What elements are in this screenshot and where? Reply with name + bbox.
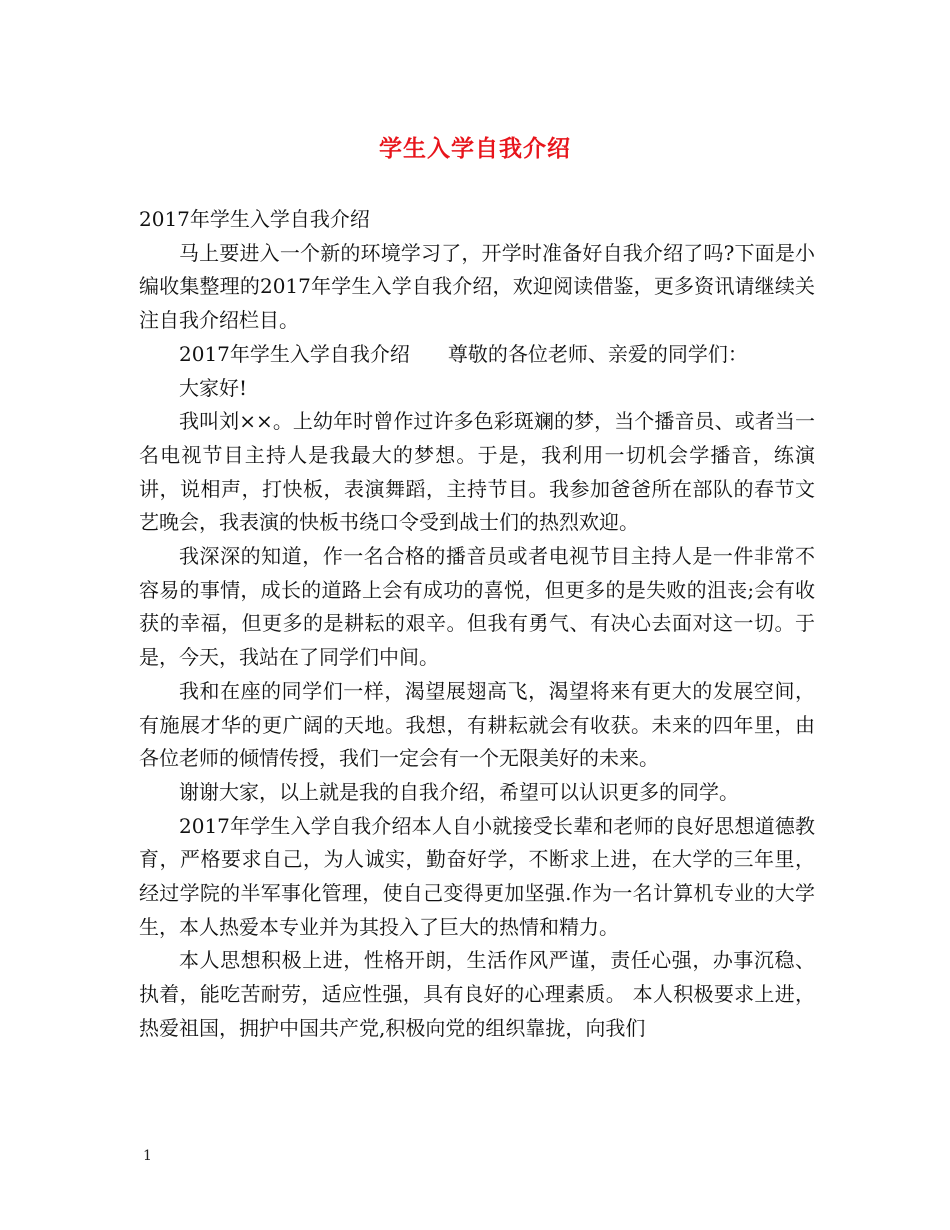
body-paragraph: 我深深的知道，作一名合格的播音员或者电视节目主持人是一件非常不容易的事情，成长的道路上会有成功的喜悦，但更多的是失败的沮丧;会有收获的幸福，但更多的是耕耘的艰辛。但我有勇气、有决心去面对这一切。于是，今天，我站在了同学们中间。 bbox=[139, 544, 815, 670]
hello-line: 大家好! bbox=[179, 375, 248, 400]
body-paragraph: 我叫刘××。上幼年时曾作过许多色彩斑斓的梦，当个播音员、或者当一名电视节目主持人是我最大的梦想。于是，我利用一切机会学播音，练演讲，说相声，打快板，表演舞蹈，主持节目。我参加爸爸所在部队的春节文艺晚会，我表演的快板书绕口令受到战士们的热烈欢迎。 bbox=[139, 409, 815, 535]
body-paragraph: 2017年学生入学自我介绍本人自小就接受长辈和老师的良好思想道德教育，严格要求自己，为人诚实，勤奋好学，不断求上进，在大学的三年里，经过学院的半军事化管理，使自己变得更加坚强.作为一名计算机专业的大学生，本人热爱本专业并为其投入了巨大的热情和精力。 bbox=[139, 813, 815, 939]
speech-heading: 2017年学生入学自我介绍 bbox=[179, 341, 410, 366]
document-title: 学生入学自我介绍 bbox=[379, 135, 571, 162]
body-paragraph: 本人思想积极上进，性格开朗，生活作风严谨，责任心强，办事沉稳、执着，能吃苦耐劳，适应性强，具有良好的心理素质。 本人积极要求上进，热爱祖国，拥护中国共产党,积极向党的组织靠拢，向我们 bbox=[139, 948, 815, 1040]
closing-paragraph: 谢谢大家，以上就是我的自我介绍，希望可以认识更多的同学。 bbox=[179, 779, 739, 804]
salutation: 尊敬的各位老师、亲爱的同学们： bbox=[447, 341, 748, 366]
page-number: 1 bbox=[143, 1148, 152, 1164]
greeting-line bbox=[139, 338, 815, 372]
body-paragraph: 我和在座的同学们一样，渴望展翅高飞，渴望将来有更大的发展空间，有施展才华的更广阔的天地。我想，有耕耘就会有收获。未来的四年里，由各位老师的倾情传授，我们一定会有一个无限美好的未来。 bbox=[139, 678, 815, 771]
document-body bbox=[139, 203, 815, 1046]
intro-paragraph: 马上要进入一个新的环境学习了，开学时准备好自我介绍了吗?下面是小编收集整理的2017年学生入学自我介绍，欢迎阅读借鉴，更多资讯请继续关注自我介绍栏目。 bbox=[139, 240, 815, 333]
section-heading: 2017年学生入学自我介绍 bbox=[139, 207, 370, 231]
